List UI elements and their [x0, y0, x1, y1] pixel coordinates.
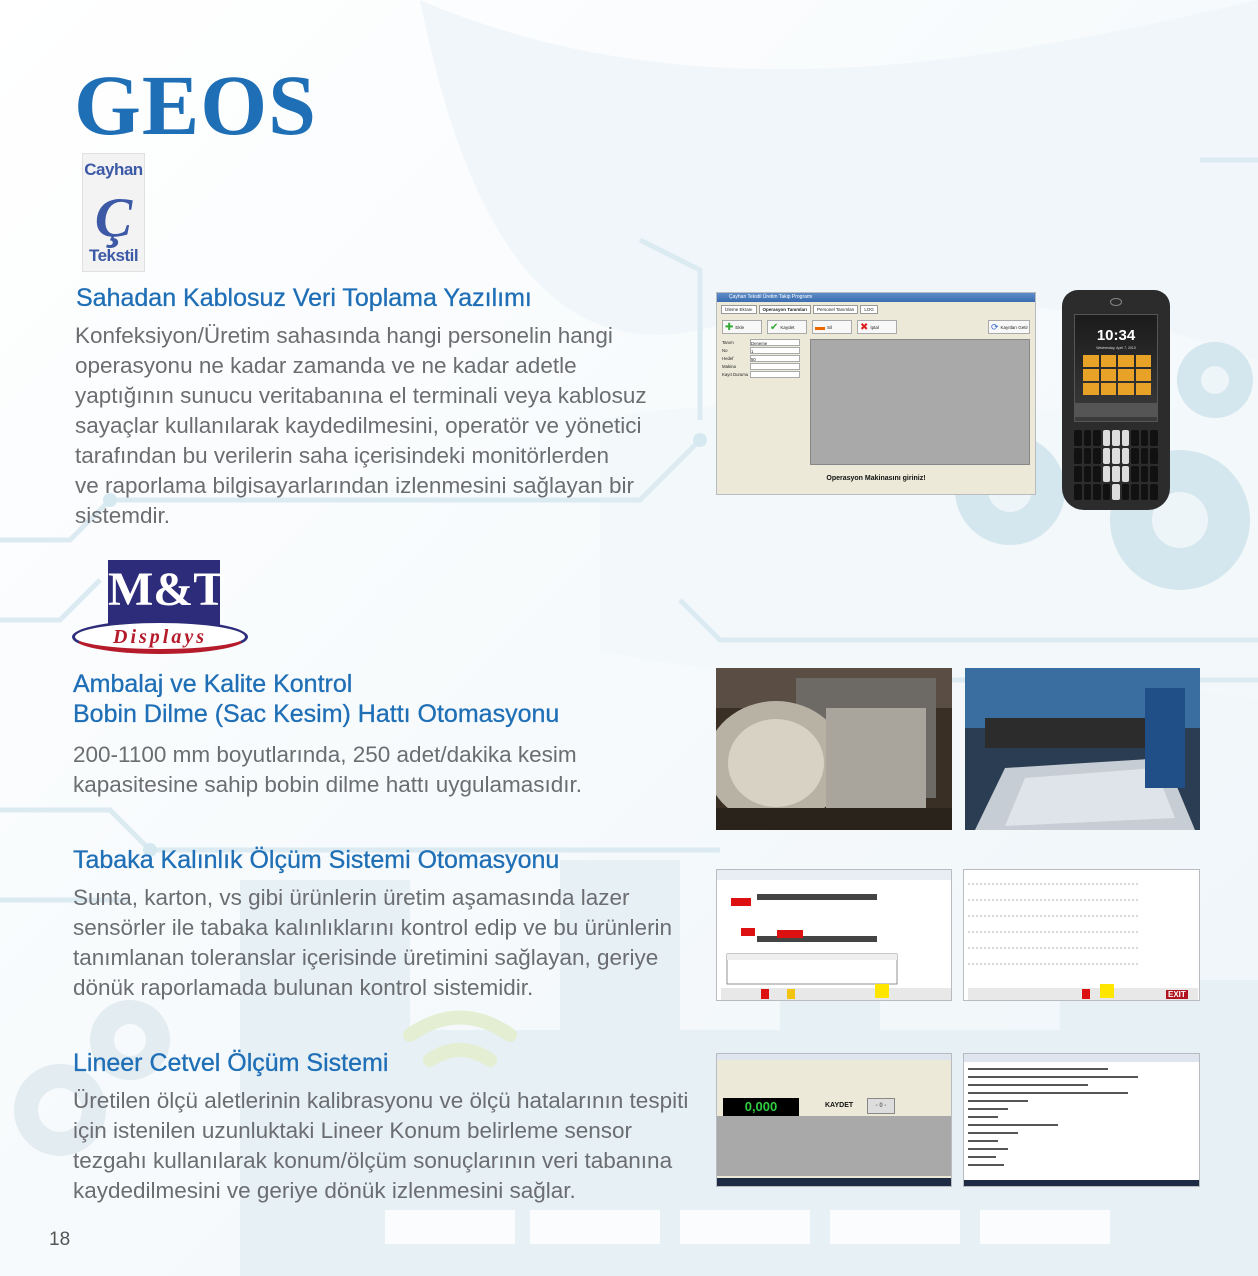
step-button: - 0 -	[867, 1098, 895, 1114]
refresh-icon: ⟳	[991, 321, 999, 332]
tab-operasyon: Operasyon Tanımları	[759, 305, 811, 314]
mt-logo-subtext: Displays	[113, 626, 207, 648]
section-body-packaging: 200-1100 mm boyutlarında, 250 adet/dakika kesim kapasitesine sahip bobin dilme hattı uygulamasıdır.	[73, 742, 583, 797]
tab-personel: Personel Tanımları	[813, 305, 858, 314]
section-title-packaging: Ambalaj ve Kalite Kontrol Bobin Dilme (Sac Kesim) Hattı Otomasyonu	[73, 670, 560, 728]
sheet-cutting-photo	[965, 668, 1200, 830]
production-tracking-screenshot	[716, 292, 1036, 495]
thickness-hmi-screenshot	[716, 869, 952, 1001]
phone-tiles	[1083, 355, 1151, 395]
mt-logo-text: M&T	[108, 563, 226, 616]
cayhan-tekstil-logo	[82, 153, 145, 272]
taskbar	[717, 1178, 952, 1186]
thickness-report-screenshot	[963, 869, 1200, 1001]
tab-log: LOG	[860, 305, 878, 314]
section-body-linear: Üretilen ölçü aletlerinin kalibrasyonu ve ölçü hatalarının tespiti için istenilen uzunluktaki Lineer Konum belirleme sensor tezgahı kullanılarak konum/ölçüm sonuçlarının veri tabanına kaydedilmesini ve geriye dönük izlenmesini sağlar.	[73, 1088, 689, 1203]
coil-photo	[716, 668, 952, 830]
minus-icon: ▬	[815, 321, 825, 333]
section-title-wireless: Sahadan Kablosuz Veri Toplama Yazılımı	[76, 284, 532, 312]
logo-text-bottom: Tekstil	[88, 246, 139, 265]
mt-displays-logo	[72, 560, 248, 656]
tab-izleme: İzleme Ekranı	[721, 305, 757, 314]
check-icon: ✔	[770, 321, 779, 333]
phone-time: 10:34	[1096, 327, 1136, 344]
brand-icon	[1110, 298, 1122, 306]
section-body-thickness: Sunta, karton, vs gibi ürünlerin üretim aşamasında lazer sensörler ile tabaka kalınlıklarını kontrol edip ve bu ürünlerin tanımlanan toleranslar içerisinde üretimini sağlayan, geriye dönük raporlamada bulunan kontrol sistemidir.	[73, 885, 673, 1000]
app-titlebar: Çayhan Tekstil Üretim Takip Programı	[717, 293, 1035, 302]
phone-keypad	[1072, 428, 1160, 502]
logo-mark: Ç	[94, 187, 133, 249]
page-number: 18	[49, 1229, 71, 1250]
handheld-terminal	[1062, 290, 1170, 510]
measurement-grid	[717, 1116, 952, 1176]
save-label: KAYDET	[825, 1102, 854, 1109]
section-body-wireless: Konfeksiyon/Üretim sahasında hangi personelin hangi operasyonu ne kadar zamanda ve ne kadar adetle yaptığının sunucu veritabanına el terminali veya kablosuz sayaçlar kullanılarak kaydedilmesini, operatör ve yönetici tarafından bu verilerin saha içerisindeki monitörlerden ve raporlama bilgisayarlarından izlenmesini sağlayan bir sistemdir.	[75, 323, 647, 528]
logo-text-top: Cayhan	[84, 160, 143, 179]
app-form: Tanım Deneme No 1 Hedef 50 Makina Kayıt Durumu	[722, 339, 806, 465]
linear-log-screenshot	[963, 1053, 1200, 1187]
brand-title: GEOS	[74, 57, 317, 153]
app-grid	[810, 339, 1030, 465]
section-title-linear: Lineer Cetvel Ölçüm Sistemi	[73, 1049, 389, 1077]
measurement-display: 0,000	[723, 1098, 799, 1116]
add-icon: ✚	[725, 321, 734, 333]
cancel-icon: ✖	[860, 321, 869, 333]
phone-date: Wednesday, April 7, 2010	[1096, 346, 1136, 350]
app-toolbar: ✚ Ekle ✔ Kaydet ▬ Sil ✖ İptal ⟳ Kayıtları Getir	[717, 314, 1035, 337]
linear-measure-screenshot	[716, 1053, 952, 1187]
app-tabs	[717, 302, 1035, 314]
app-body	[717, 337, 1035, 467]
app-status: Operasyon Makinasını giriniz!	[826, 475, 926, 482]
phone-screen	[1074, 314, 1158, 422]
section-title-thickness: Tabaka Kalınlık Ölçüm Sistemi Otomasyonu	[73, 846, 560, 874]
exit-sign: EXIT	[1168, 990, 1186, 999]
